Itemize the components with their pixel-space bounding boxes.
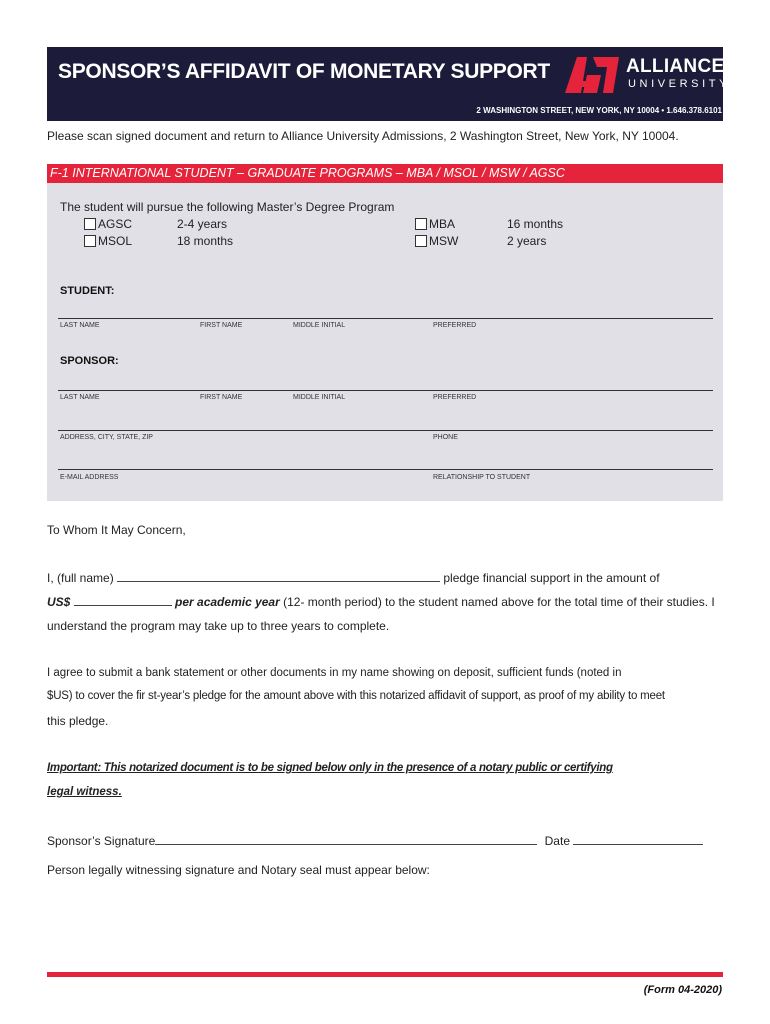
- signature-blank[interactable]: [155, 834, 537, 845]
- sponsor-relationship-label: RELATIONSHIP TO STUDENT: [433, 474, 531, 481]
- sponsor-email-line[interactable]: [58, 469, 713, 470]
- amount-blank[interactable]: [74, 595, 172, 606]
- duration-mba: 16 months: [507, 217, 564, 231]
- amount-line: [47, 595, 715, 609]
- sponsor-address-label: ADDRESS, CITY, STATE, ZIP: [60, 434, 153, 441]
- program-duration-text: understand the program may take up to three years to complete.: [47, 619, 390, 633]
- program-intro: The student will pursue the following Master’s Degree Program: [60, 200, 395, 214]
- per-academic-year: per academic year: [175, 595, 280, 609]
- agreement-line-3: this pledge.: [47, 714, 109, 728]
- date-label: Date: [544, 834, 570, 848]
- checkbox-mba[interactable]: [415, 218, 427, 230]
- program-section: [47, 164, 723, 501]
- checkbox-msol[interactable]: [84, 235, 96, 247]
- form-number: (Form 04-2020): [643, 984, 722, 996]
- checkbox-agsc[interactable]: [84, 218, 96, 230]
- option-msw: MSW: [429, 234, 459, 248]
- pledge-line: [47, 571, 660, 585]
- student-last-name-label: LAST NAME: [60, 322, 100, 329]
- student-preferred-label: PREFERRED: [433, 322, 477, 329]
- sponsor-middle-initial-label: MIDDLE INITIAL: [293, 394, 346, 401]
- agreement-line-1: I agree to submit a bank statement or other documents in my name showing on deposit, sufficient funds (noted in: [47, 667, 622, 679]
- duration-msw: 2 years: [507, 234, 547, 248]
- checkbox-msw[interactable]: [415, 235, 427, 247]
- sponsor-phone-label: PHONE: [433, 434, 458, 441]
- program-heading: F-1 INTERNATIONAL STUDENT – GRADUATE PROGRAMS – MBA / MSOL / MSW / AGSC: [50, 166, 565, 180]
- salutation: To Whom It May Concern,: [47, 523, 186, 537]
- date-blank[interactable]: [573, 834, 703, 845]
- agreement-line-2: $US) to cover the fir st-year’s pledge for the amount above with this notarized affidavit of support, as proof of my ability to meet: [47, 690, 665, 702]
- student-name-line[interactable]: [58, 318, 713, 319]
- logo-subtitle: UNIVERSITY: [628, 78, 731, 90]
- footer-bar: [47, 972, 723, 977]
- pledge-suffix: pledge financial support in the amount of: [443, 571, 660, 585]
- important-note-line-1: Important: This notarized document is to be signed below only in the presence of a notary public or certifying: [47, 762, 613, 774]
- sponsor-heading: SPONSOR:: [60, 355, 119, 367]
- period-text: (12- month period) to the student named above for the total time of their studies. I: [283, 595, 715, 609]
- duration-msol: 18 months: [177, 234, 234, 248]
- student-first-name-label: FIRST NAME: [200, 322, 243, 329]
- sponsor-preferred-label: PREFERRED: [433, 394, 477, 401]
- witness-note: Person legally witnessing signature and Notary seal must appear below:: [47, 863, 430, 877]
- signature-label: Sponsor’s Signature: [47, 834, 156, 848]
- logo-name: ALLIANCE: [626, 56, 725, 77]
- student-middle-initial-label: MIDDLE INITIAL: [293, 322, 346, 329]
- important-note-line-2: legal witness.: [47, 786, 122, 798]
- pledge-prefix: I, (full name): [47, 571, 114, 585]
- option-agsc: AGSC: [98, 217, 133, 231]
- currency-label: US$: [47, 595, 71, 609]
- instructions: Please scan signed document and return to Alliance University Admissions, 2 Washington Street, New York, NY 10004.: [47, 129, 679, 143]
- signature-line: [47, 834, 703, 848]
- sponsor-address-line[interactable]: [58, 430, 713, 431]
- sponsor-name-line[interactable]: [58, 390, 713, 391]
- form-title: SPONSOR’S AFFIDAVIT OF MONETARY SUPPORT: [58, 60, 550, 83]
- sponsor-first-name-label: FIRST NAME: [200, 394, 243, 401]
- full-name-blank[interactable]: [117, 571, 440, 582]
- sponsor-email-label: E-MAIL ADDRESS: [60, 474, 119, 481]
- sponsor-last-name-label: LAST NAME: [60, 394, 100, 401]
- option-msol: MSOL: [98, 234, 133, 248]
- header-address: 2 WASHINGTON STREET, NEW YORK, NY 10004 • 1.646.378.6101: [476, 106, 722, 115]
- duration-agsc: 2-4 years: [177, 217, 228, 231]
- option-mba: MBA: [429, 217, 456, 231]
- student-heading: STUDENT:: [60, 285, 115, 297]
